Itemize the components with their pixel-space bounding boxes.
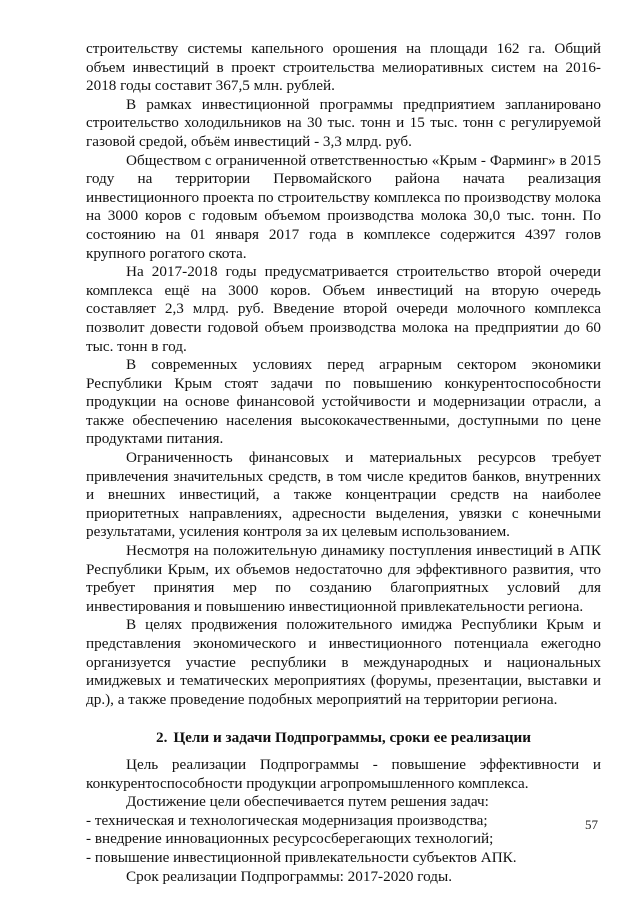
- section-title: Цели и задачи Подпрограммы, сроки ее реализации: [173, 729, 532, 747]
- tasks-list: [86, 812, 601, 868]
- paragraph-limited-resources: Ограниченность финансовых и материальных ресурсов требует привлечения значительных средств, в том числе кредитов банков, внутренних и внешних инвестиций, а также концентрации средств на наиболее приоритетных направлениях, адресности выделения, увязки с конечными результатами, усиления контроля за их целевым использованием.: [86, 449, 601, 541]
- tasks-intro: Достижение цели обеспечивается путем решения задач:: [126, 793, 489, 811]
- page-number: 57: [585, 817, 598, 832]
- paragraph-second-stage: На 2017-2018 годы предусматривается строительство второй очереди комплекса ещё на 3000 коров. Объем инвестиций на вторую очередь составляет 2,3 млрд. руб. Введение второй очереди молочного комплекса позволит довести годовой объем производства молока на предприятии до 60 тыс. тонн в год.: [86, 263, 601, 355]
- paragraph-irrigation-investment: строительству системы капельного орошения на площади 162 га. Общий объем инвестиций в проект строительства мелиоративных систем на 2016-2018 годы составит 367,5 млн. рублей.: [86, 40, 601, 95]
- paragraph-positive-dynamics: Несмотря на положительную динамику поступления инвестиций в АПК Республики Крым, их объемов недостаточно для эффективного развития, что требует принятия мер по созданию благоприятных условий для инвестирования и повышению инвестиционной привлекательности региона.: [86, 542, 601, 615]
- implementation-term: Срок реализации Подпрограммы: 2017-2020 годы.: [126, 867, 453, 885]
- section-number: 2.: [155, 729, 168, 747]
- section-goal: Цель реализации Подпрограммы - повышение эффективности и конкурентоспособности продукции агропромышленного комплекса.: [86, 755, 601, 792]
- list-item: - повышение инвестиционной привлекательности субъектов АПК.: [86, 848, 517, 866]
- document-page: [86, 40, 601, 886]
- paragraph-image-promotion: В целях продвижения положительного имиджа Республики Крым и представления экономического и инвестиционного потенциала ежегодно организуется участие республики в международных и национальных имиджевых и тематических мероприятиях (форумы, презентации, выставки и др.), а также проведение подобных мероприятий на территории региона.: [86, 616, 601, 708]
- paragraph-refrigerators: В рамках инвестиционной программы предприятием запланировано строительство холодильников на 30 тыс. тонн и 15 тыс. тонн с регулируемой газовой средой, объём инвестиций - 3,3 млрд. руб.: [86, 95, 601, 150]
- paragraph-crimea-farming: Обществом с ограниченной ответственностью «Крым - Фарминг» в 2015 году на территории Первомайского района начата реализация инвестиционного проекта по строительству комплекса по производству молока на 3000 коров с годовым объемом производства молока 30,0 тыс. тонн. По состоянию на 01 января 2017 года в комплексе содержится 4397 голов крупного рогатого скота.: [86, 151, 601, 262]
- list-item: - внедрение инновационных ресурсосберегающих технологий;: [86, 830, 494, 848]
- list-item: - техническая и технологическая модернизация производства;: [86, 811, 488, 829]
- paragraph-modern-conditions: В современных условиях перед аграрным сектором экономики Республики Крым стоят задачи по повышению конкурентоспособности продукции на основе финансовой устойчивости и модернизации отрасли, а также обеспечению населения высококачественными, доступными по цене продуктами питания.: [86, 356, 601, 448]
- section-heading: [86, 729, 601, 748]
